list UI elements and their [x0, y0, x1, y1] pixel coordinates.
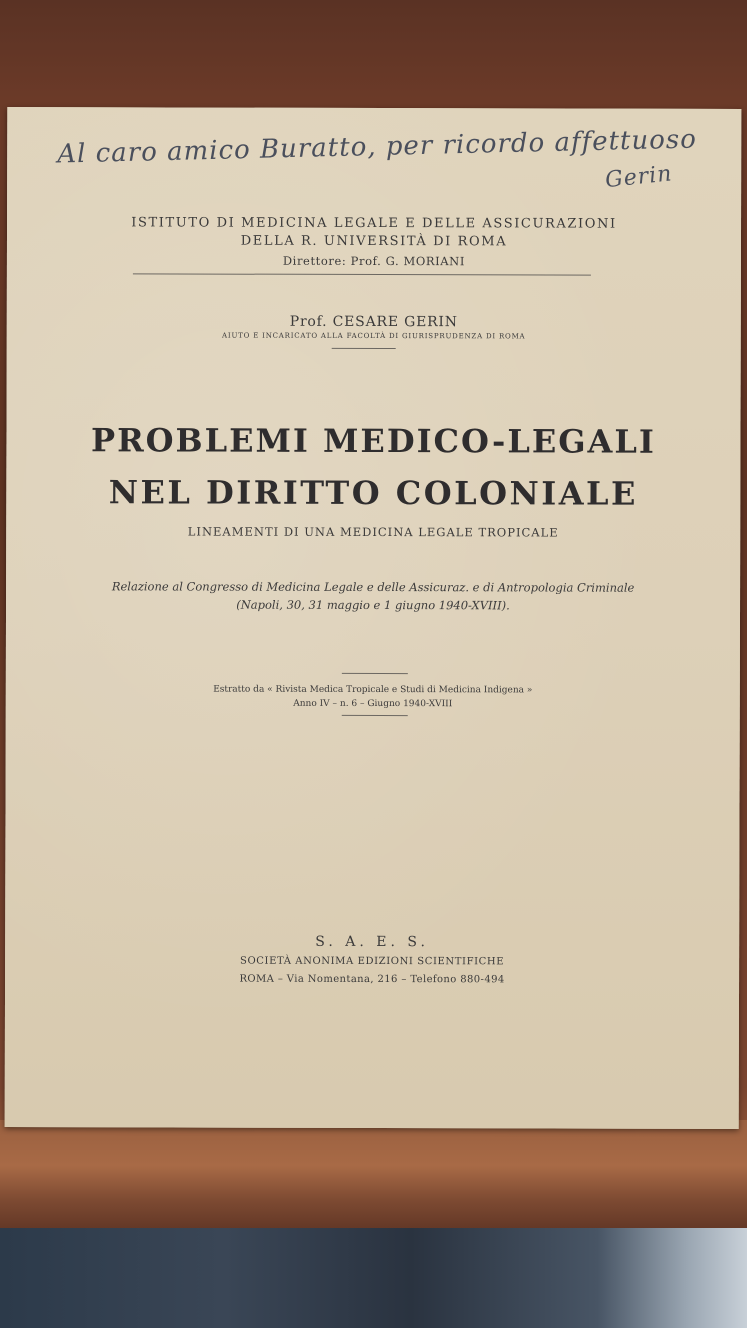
estratto-line-2: Anno IV – n. 6 – Giugno 1940-XVIII [293, 698, 453, 710]
relazione-line-1: Relazione al Congresso di Medicina Legale e delle Assicuraz. e di Antropologia Criminale [111, 579, 635, 595]
book-cover [5, 107, 742, 1129]
subtitle: LINEAMENTI DI UNA MEDICINA LEGALE TROPICALE [187, 524, 559, 540]
signature: Gerin [604, 161, 674, 194]
title-line-1: PROBLEMI MEDICO-LEGALI [90, 421, 656, 461]
inscription-text: Al caro amico Buratto, per ricordo affettuoso [56, 124, 698, 170]
institute-line-1: ISTITUTO DI MEDICINA LEGALE E DELLE ASSICURAZIONI [131, 215, 617, 232]
table-edge [0, 1120, 747, 1235]
floor-background [0, 1228, 747, 1328]
header-rule [133, 273, 591, 275]
publisher-acronym: S. A. E. S. [315, 933, 430, 951]
publisher-name: SOCIETÀ ANONIMA EDIZIONI SCIENTIFICHE [240, 955, 505, 968]
handwritten-inscription [57, 123, 697, 195]
author-affiliation: AIUTO E INCARICATO ALLA FACOLTÀ DI GIURISPRUDENZA DI ROMA [222, 331, 526, 341]
estratto-rule-bottom [342, 715, 408, 716]
estratto-rule-top [342, 673, 408, 674]
relazione-line-2: (Napoli, 30, 31 maggio e 1 giugno 1940-XVIII). [236, 597, 510, 613]
title-line-2: NEL DIRITTO COLONIALE [108, 473, 638, 513]
institute-line-2: DELLA R. UNIVERSITÀ DI ROMA [240, 233, 508, 250]
author-rule [332, 348, 396, 349]
director-line: Direttore: Prof. G. MORIANI [282, 253, 466, 269]
author-name: Prof. CESARE GERIN [289, 313, 458, 331]
publisher-address: ROMA – Via Nomentana, 216 – Telefono 880-494 [239, 973, 505, 986]
estratto-line-1: Estratto da « Rivista Medica Tropicale e Studi di Medicina Indigena » [213, 684, 533, 696]
